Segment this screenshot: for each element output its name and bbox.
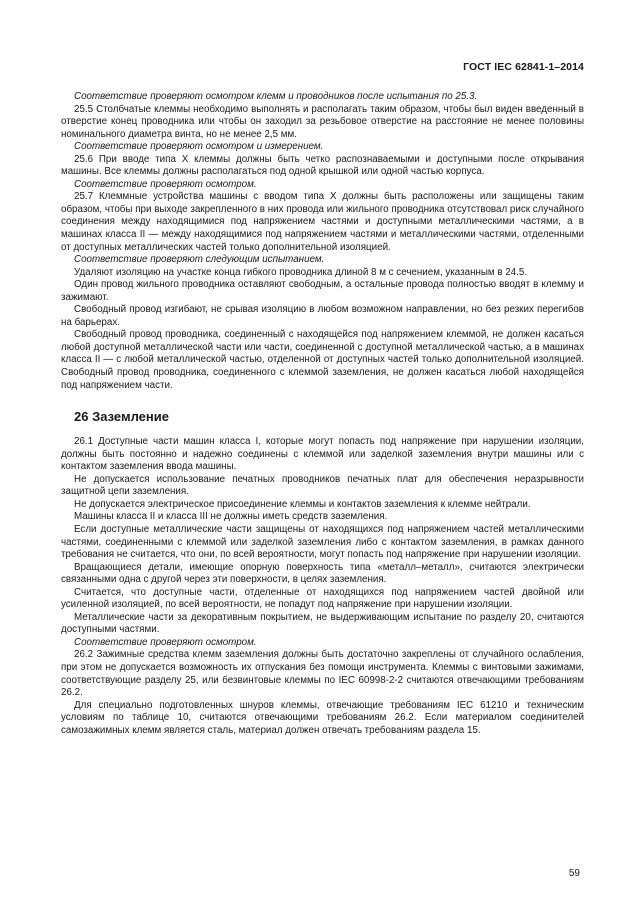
page-body xyxy=(61,91,584,737)
paragraph: 25.6 При вводе типа X клеммы должны быть четко распознаваемыми и доступными после открывания машины. Все клеммы должны располагаться под одной крышкой или одной частью корпуса. xyxy=(61,153,584,178)
paragraph: 26.2 Зажимные средства клемм заземления должны быть достаточно закреплены от случайного ослабления, при этом не допускается возможность их отпускания без помощи инструмента. Клеммы с винтовыми зажимами, соответствующие разделу 25, или безвинтовые клеммы по IEC 60998-2-2 считаются отвечающими требованиям 26.2. xyxy=(61,649,584,699)
paragraph: Металлические части за декоративным покрытием, не выдерживающим испытание по разделу 20, считаются доступными частями. xyxy=(61,611,584,636)
compliance-note: Соответствие проверяют осмотром клемм и проводников после испытания по 25.3. xyxy=(74,91,478,102)
paragraph: Если доступные металлические части защищены от находящихся под напряжением частей металлическими частями, соединенными с клеммой или заделкой заземления либо с контактом заземления, в рамках данного требования не считается, что они, по всей вероятности, могут попасть под напряжение при нарушении изоляции. xyxy=(61,523,584,561)
paragraph: 26.1 Доступные части машин класса I, которые могут попасть под напряжение при нарушении изоляции, должны быть постоянно и надежно соединены с клеммой или заделкой заземления внутри машины или с контактом заземления ввода машины. xyxy=(61,436,584,473)
paragraph: Не допускается электрическое присоединение клеммы и контактов заземления к клемме нейтрали. xyxy=(74,498,531,510)
paragraph: Один провод жильного проводника оставляют свободным, а остальные провода полностью вводят в клемму и зажимают. xyxy=(61,279,584,303)
section-heading: 26 Заземление xyxy=(74,409,169,425)
paragraph: 25.5 Столбчатые клеммы необходимо выполнять и располагать таким образом, чтобы был виден введенный в отверстие конец проводника или чтобы он заходил за резьбовое отверстие на расстояние не менее половины номинального диаметра винта, но не менее 2,5 мм. xyxy=(61,103,584,140)
paragraph: Свободный провод проводника, соединенный с находящейся под напряжением клеммой, не должен касаться любой доступной металлической части или части, соединенной с доступной металлической частью, а в машинах класса II — с любой металлической частью, отделенной от доступных частей только дополнительной изоляцией. Свободный провод проводника, соединенного с клеммой заземления, не должен касаться любой находящейся под напряжением части. xyxy=(61,329,584,391)
paragraph: 25.7 Клеммные устройства машины с вводом типа X должны быть расположены или защищены таким образом, чтобы при выходе закрепленного в них провода или жильного проводника отсутствовал риск случайного соединения между находящимися под напряжением частями и доступными металлическими частями, а в машинах класса II — между находящимися под напряжением частями и металлическими частями, отделенными от доступных металлических частей только дополнительной изоляцией. xyxy=(61,191,584,253)
paragraph: Удаляют изоляцию на участке конца гибкого проводника длиной 8 м с сечением, указанным в 24.5. xyxy=(74,266,528,278)
page-number: 59 xyxy=(568,868,580,879)
compliance-note: Соответствие проверяют осмотром. xyxy=(74,178,257,190)
compliance-note: Соответствие проверяют осмотром и измерением. xyxy=(74,141,324,153)
section-25-continued xyxy=(61,91,584,392)
paragraph: Для специально подготовленных шнуров клеммы, отвечающие требованиям IEC 61210 и техническим условиям по таблице 10, считаются отвечающими требованиям 26.2. Если материалом соединителей самозажимных клемм является сталь, материал должен отвечать требованиям раздела 15. xyxy=(61,699,584,736)
compliance-note: Соответствие проверяют осмотром. xyxy=(74,636,257,648)
paragraph: Не допускается использование печатных проводников печатных плат для обеспечения неразрывности защитной цепи заземления. xyxy=(61,473,584,498)
paragraph: Считается, что доступные части, отделенные от находящихся под напряжением частей двойной или усиленной изоляцией, по всей вероятности, не попадут под напряжение при нарушении изоляции. xyxy=(61,586,584,611)
section-26 xyxy=(61,436,584,737)
paragraph: Свободный провод изгибают, не срывая изоляцию в любом возможном направлении, но без резких перегибов на барьерах. xyxy=(61,304,584,328)
paragraph: Машины класса II и класса III не должны иметь средств заземления. xyxy=(74,511,388,523)
standard-designation: ГОСТ IEC 62841-1–2014 xyxy=(463,61,584,73)
compliance-note: Соответствие проверяют следующим испытанием. xyxy=(74,254,325,266)
paragraph: Вращающиеся детали, имеющие опорную поверхность типа «металл–металл», считаются электрически связанными одна с другой через эти поверхности, в целях заземления. xyxy=(61,561,584,586)
